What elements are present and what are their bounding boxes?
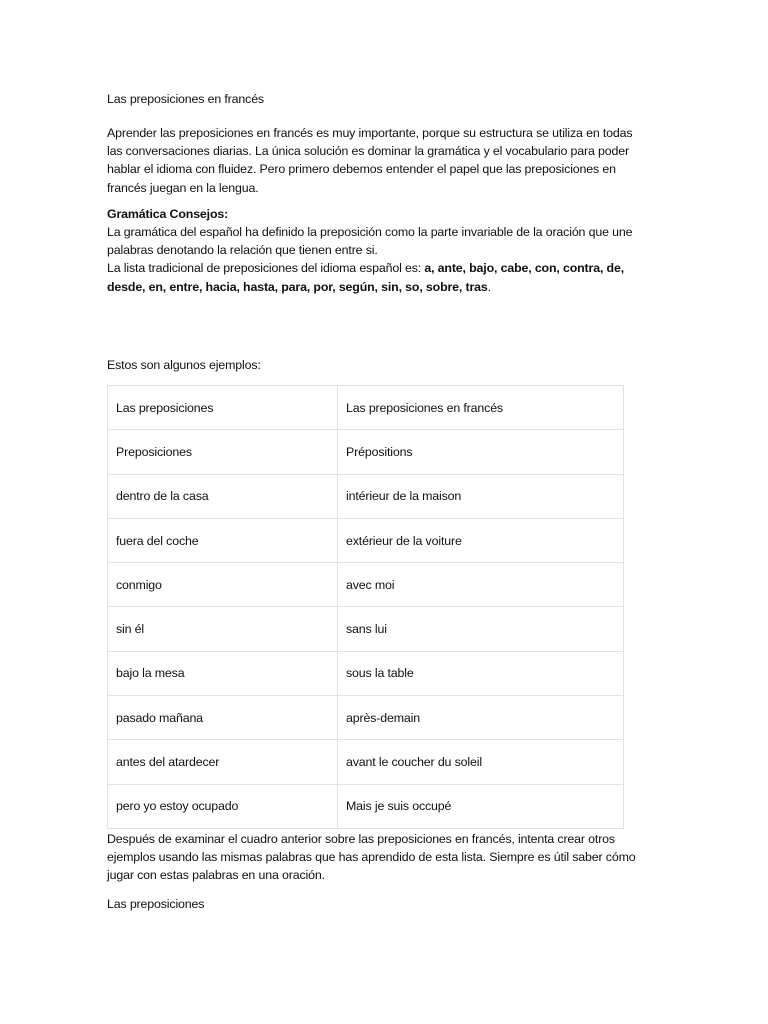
table-cell-french: Mais je suis occupé	[338, 784, 624, 828]
ejemplos-label: Estos son algunos ejemplos:	[107, 358, 261, 372]
table-row	[108, 740, 624, 784]
table-cell-spanish: sin él	[108, 607, 338, 651]
prepositions-table	[107, 385, 624, 829]
table-header-french: Las preposiciones en francés	[338, 386, 624, 430]
table-cell-spanish: Preposiciones	[108, 430, 338, 474]
lista-items: a, ante, bajo, cabe, con, contra, de, desde, en, entre, hacia, hasta, para, por, según, sin, so, sobre, tras	[107, 261, 624, 294]
table-row	[108, 784, 624, 828]
after-table-paragraph: Después de examinar el cuadro anterior sobre las preposiciones en francés, intenta crear otros ejemplos usando las mismas palabras que has aprendido de esta lista. Siempre es útil saber cómo jugar con estas palabras en una oración.	[107, 832, 636, 883]
table-cell-spanish: conmigo	[108, 563, 338, 607]
table-cell-spanish: dentro de la casa	[108, 474, 338, 518]
section-heading: Las preposiciones	[107, 897, 205, 911]
consejos-heading: Gramática Consejos:	[107, 206, 229, 221]
table-cell-spanish: pasado mañana	[108, 696, 338, 740]
lista-suffix: .	[487, 279, 491, 294]
table-row	[108, 696, 624, 740]
table-cell-spanish: antes del atardecer	[108, 740, 338, 784]
table-cell-french: sous la table	[338, 651, 624, 695]
table-cell-french: sans lui	[338, 607, 624, 651]
consejos-text: La gramática del español ha definido la preposición como la parte invariable de la oración que une palabras denotando la relación que tienen entre si.	[107, 225, 633, 258]
table-header-row	[108, 386, 624, 430]
table-row	[108, 651, 624, 695]
table-row	[108, 430, 624, 474]
lista-prefix: La lista tradicional de preposiciones del idioma español es:	[107, 261, 425, 276]
intro-paragraph: Aprender las preposiciones en francés es muy importante, porque su estructura se utiliza en todas las conversaciones diarias. La única solución es dominar la gramática y el vocabulario para poder hablar el idioma con fluidez. Pero primero debemos entender el papel que las preposiciones en francés juegan en la lengua.	[107, 126, 633, 195]
table-row	[108, 518, 624, 562]
table-cell-french: avant le coucher du soleil	[338, 740, 624, 784]
table-cell-french: après-demain	[338, 696, 624, 740]
table-row	[108, 474, 624, 518]
document-body	[107, 90, 647, 296]
table-cell-spanish: bajo la mesa	[108, 651, 338, 695]
table-header-spanish: Las preposiciones	[108, 386, 338, 430]
table-cell-french: Prépositions	[338, 430, 624, 474]
table-cell-french: intérieur de la maison	[338, 474, 624, 518]
table-cell-french: avec moi	[338, 563, 624, 607]
table-row	[108, 607, 624, 651]
table-cell-spanish: fuera del coche	[108, 518, 338, 562]
table-cell-spanish: pero yo estoy ocupado	[108, 784, 338, 828]
table-row	[108, 563, 624, 607]
document-title: Las preposiciones en francés	[107, 92, 264, 106]
consejos-paragraph	[107, 205, 647, 296]
table-cell-french: extérieur de la voiture	[338, 518, 624, 562]
